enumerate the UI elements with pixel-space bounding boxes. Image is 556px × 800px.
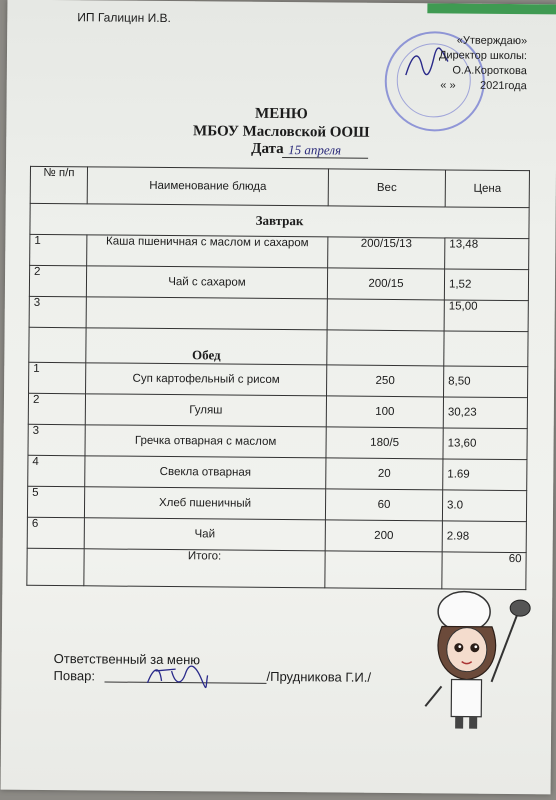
cell-price: 13,60 (443, 428, 527, 460)
total-label: Итого: (84, 549, 325, 588)
cell-price: 13,48 (445, 238, 529, 270)
cook-signature (141, 661, 211, 692)
chef-girl-illustration (421, 581, 534, 732)
green-strip (427, 3, 556, 14)
cell-empty (327, 330, 444, 366)
cell-num: 3 (29, 296, 86, 327)
date-label: Дата (251, 140, 284, 158)
cell-name: Чай с сахаром (86, 266, 327, 299)
menu-table (26, 166, 530, 590)
cell-weight: 200/15 (327, 268, 444, 300)
cell-empty (444, 331, 528, 367)
approval-title: «Утверждаю» (456, 34, 528, 48)
cell-empty (27, 548, 84, 585)
table-row (27, 517, 526, 552)
table-row (28, 455, 527, 490)
cell-name: Свекла отварная (85, 456, 326, 489)
total-value: 60 (442, 552, 526, 590)
cell-num: 1 (30, 234, 87, 265)
cell-name: Гречка отварная с маслом (85, 425, 326, 458)
table-row (29, 296, 528, 331)
cell-num: 6 (27, 517, 84, 548)
responsible-label: Ответственный за меню (53, 651, 201, 668)
cell-price: 2.98 (442, 521, 526, 553)
table-row (30, 234, 529, 269)
section-breakfast: Завтрак (30, 203, 529, 238)
cell-num: 3 (28, 424, 85, 455)
cell-price: 30,23 (443, 397, 527, 429)
cell-weight: 60 (325, 489, 442, 521)
cell-weight: 250 (327, 365, 444, 397)
table-row (28, 393, 527, 428)
school-name: МБОУ Масловской ООШ (192, 123, 370, 141)
cell-price: 8,50 (444, 366, 528, 398)
cell-num: 4 (28, 455, 85, 486)
cell-empty (29, 327, 86, 362)
table-row (28, 424, 527, 459)
cell-num: 2 (29, 265, 86, 296)
cell-name: Каша пшеничная с маслом и сахаром (87, 235, 328, 268)
section-lunch: Обед (86, 328, 327, 365)
table-row (27, 486, 526, 521)
menu-title: МЕНЮ (255, 105, 308, 123)
section-row (30, 203, 529, 238)
cell-price: 1,52 (444, 269, 528, 301)
cell-weight (327, 299, 444, 331)
header-price: Цена (445, 170, 529, 208)
cell-weight: 180/5 (326, 427, 443, 459)
approval-date: « » 2021года (440, 79, 527, 93)
date-value: 15 апреля (288, 142, 342, 158)
cell-weight: 200/15/13 (328, 237, 445, 269)
cell-price: 1.69 (443, 459, 527, 491)
approval-signer: О.А.Короткова (452, 64, 527, 78)
cell-num: 2 (28, 393, 85, 424)
cell-name: Гуляш (85, 394, 326, 427)
approval-role: Директор школы: (438, 49, 528, 63)
cook-name: /Прудникова Г.И./ (266, 668, 372, 685)
cell-weight: 200 (325, 520, 442, 552)
company-name: ИП Галицин И.В. (77, 10, 171, 26)
menu-sheet (1, 0, 556, 794)
cook-label: Повар: (53, 668, 96, 684)
header-num: № п/п (30, 166, 87, 203)
cell-name (86, 297, 327, 330)
section-row (29, 327, 528, 366)
table-row (29, 362, 528, 397)
approval-block (439, 33, 528, 94)
cell-weight: 100 (326, 396, 443, 428)
cell-weight: 20 (326, 458, 443, 490)
cell-price: 3.0 (442, 490, 526, 522)
cell-num: 5 (27, 486, 84, 517)
cell-num: 1 (29, 362, 86, 393)
cell-price: 15,00 (444, 300, 528, 332)
table-row (29, 265, 528, 300)
cell-name: Хлеб пшеничный (84, 487, 325, 520)
header-weight: Вес (328, 169, 445, 207)
table-header-row (30, 166, 529, 207)
cell-name: Суп картофельный с рисом (86, 363, 327, 396)
cell-name: Чай (84, 518, 325, 551)
header-name: Наименование блюда (87, 167, 328, 206)
